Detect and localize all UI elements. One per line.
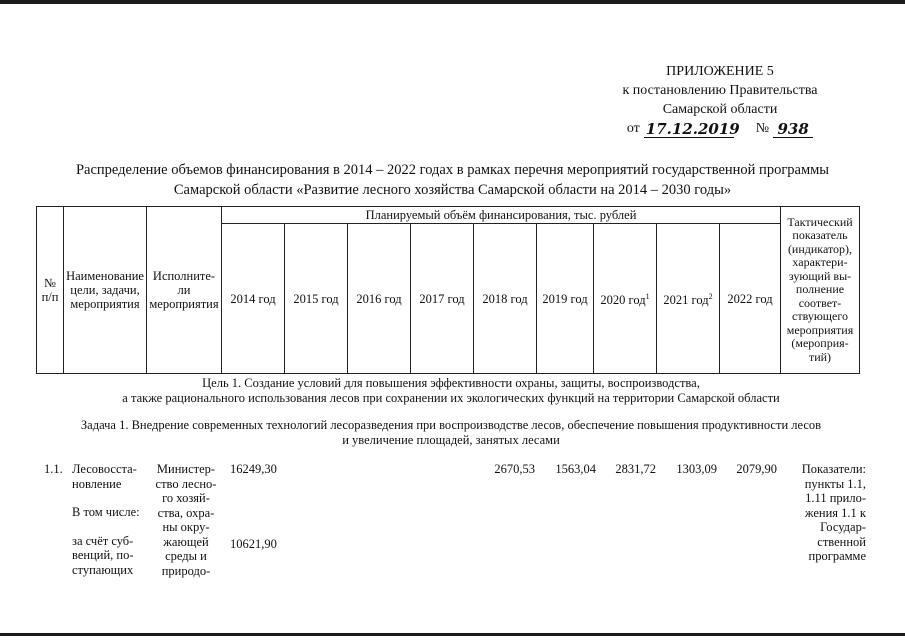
appendix-region: Самарской области (662, 102, 778, 117)
appendix-header (600, 62, 840, 138)
header-year-2020: 2020 год$^1$ (594, 224, 657, 374)
header-year-2022: 2022 год (720, 224, 781, 374)
header-executor: Исполните-ли мероприятия (147, 207, 222, 374)
appendix-signature-line (600, 119, 840, 138)
header-year-2014: 2014 год (222, 224, 285, 374)
row-name-including: В том числе: (72, 505, 140, 519)
header-planned-financing: Планируемый объём финансирования, тыс. рублей (222, 207, 781, 224)
row-value-2019: 1563,04 (555, 462, 596, 476)
row-number: 1.1. (44, 462, 63, 476)
appendix-resolution: к постановлению Правительства (622, 83, 818, 98)
financing-table-header (36, 206, 860, 374)
row-executor: Министер- ство лесно- го хозяй- ства, охра- ны окру- жающей среды и природо- (155, 462, 217, 578)
title-line-2: Самарской области «Развитие лесного хозяйства Самарской области на 2014 – 2030 годы» (173, 182, 732, 198)
header-year-2021: 2021 год$^2$ (657, 224, 720, 374)
row-name: Лесовосста- новление В том числе: за счёт суб- венций, по- ступающих (72, 462, 150, 577)
header-year-2019: 2019 год (537, 224, 594, 374)
header-indicator: Тактический показатель (индикатор), характери-зующий вы-полнение соответ-ствующего мероприятия (мероприя-тий) (781, 207, 860, 374)
title-line-1: Распределение объемов финансирования в 2014 – 2022 годах в рамках перечня мероприятий государственной программы (75, 162, 830, 178)
task-line-1: Задача 1. Внедрение современных технологий лесоразведения при воспроизводстве лесов, обеспечение повышения продуктивности лесов (80, 418, 822, 432)
row-value-2022: 2079,90 (736, 462, 777, 476)
header-num: № п/п (37, 207, 64, 374)
row-value-2021: 1303,09 (676, 462, 717, 476)
handwritten-number: 938 (773, 121, 813, 138)
from-label: от (626, 121, 640, 136)
row-value-2020: 2831,72 (615, 462, 656, 476)
row-indicator: Показатели: пункты 1.1, 1.11 прило- жения 1.1 к Государ- ственной программе (801, 462, 866, 563)
header-year-2017: 2017 год (411, 224, 474, 374)
document-title (20, 160, 885, 200)
header-name: Наименование цели, задачи, мероприятия (64, 207, 147, 374)
handwritten-date: 17.12.2019 (645, 120, 740, 138)
bottom-scan-border (0, 633, 905, 636)
header-year-2018: 2018 год (474, 224, 537, 374)
appendix-title: ПРИЛОЖЕНИЕ 5 (666, 64, 774, 79)
header-year-2016: 2016 год (348, 224, 411, 374)
number-label: № (755, 121, 770, 136)
top-scan-border (0, 0, 905, 4)
goal-line-2: а также рационального использования лесов при сохранении их экологических функций на территории Самарской области (122, 391, 780, 405)
header-year-2015: 2015 год (285, 224, 348, 374)
row-total: 16249,30 (230, 462, 277, 476)
goal-1 (36, 376, 866, 406)
goal-line-1: Цель 1. Создание условий для повышения эффективности охраны, защиты, воспроизводства, (202, 376, 700, 390)
row-value-2018: 2670,53 (494, 462, 535, 476)
task-1 (36, 418, 866, 448)
task-line-2: и увеличение площадей, занятых лесами (342, 433, 560, 447)
row-total-subventions: 10621,90 (230, 537, 277, 551)
